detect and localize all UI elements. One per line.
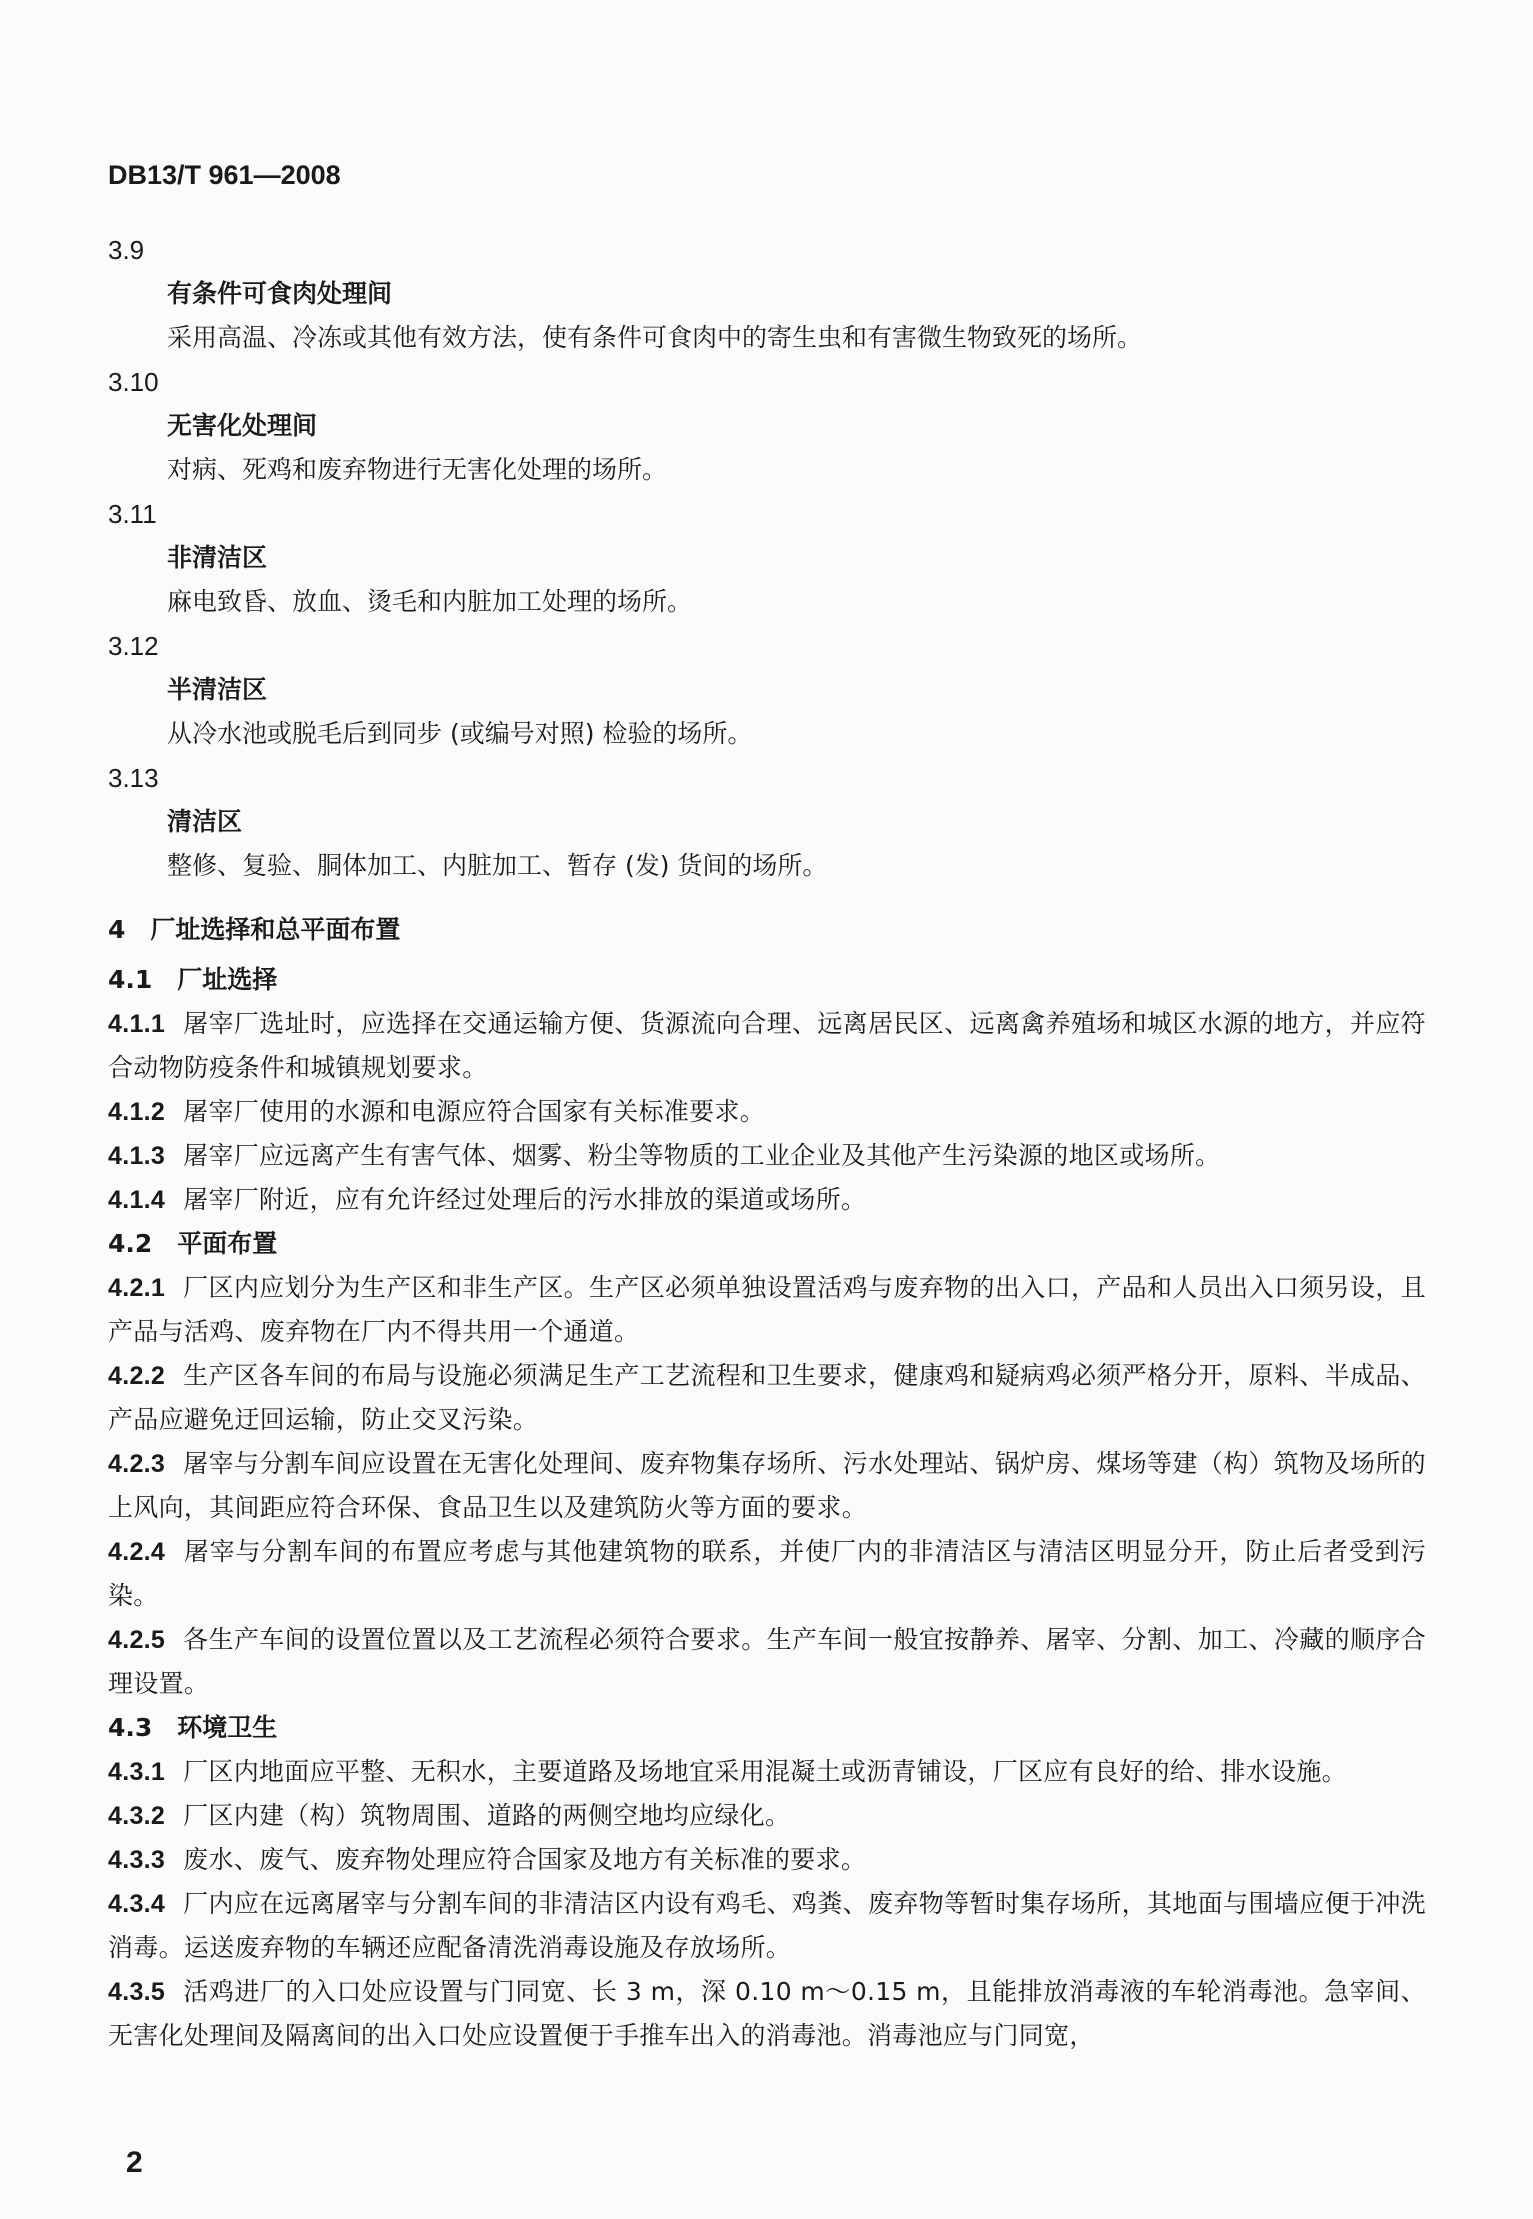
clause-text: 屠宰与分割车间的布置应考虑与其他建筑物的联系，并使厂内的非清洁区与清洁区明显分开，防止后者受到污染。 xyxy=(108,1537,1426,1610)
clause-text: 屠宰厂附近，应有允许经过处理后的污水排放的渠道或场所。 xyxy=(183,1185,867,1214)
term-definition: 整修、复验、胴体加工、内脏加工、暂存 (发) 货间的场所。 xyxy=(167,851,828,880)
clause-text: 屠宰厂选址时，应选择在交通运输方便、货源流向合理、远离居民区、远离禽养殖场和城区水源的地方，并应符合动物防疫条件和城镇规划要求。 xyxy=(108,1009,1426,1082)
clause xyxy=(108,1178,1426,1222)
clause-text: 活鸡进厂的入口处应设置与门同宽、长 3 m，深 0.10 m～0.15 m，且能排放消毒液的车轮消毒池。急宰间、无害化处理间及隔离间的出入口处应设置便于手推车出入的消毒池。消毒池应与门同宽， xyxy=(108,1977,1426,2050)
clause-text: 各生产车间的设置位置以及工艺流程必须符合要求。生产车间一般宜按静养、屠宰、分割、加工、冷藏的顺序合理设置。 xyxy=(108,1625,1426,1698)
clause-number: 4.2.2 xyxy=(108,1362,166,1390)
clause xyxy=(108,1838,1426,1882)
term-definition: 从冷水池或脱毛后到同步 (或编号对照) 检验的场所。 xyxy=(167,719,753,748)
term-entry xyxy=(108,360,1426,492)
term-number: 3.12 xyxy=(108,631,159,661)
clause-number: 4.3.4 xyxy=(108,1890,166,1918)
term-number: 3.10 xyxy=(108,367,159,397)
term-number: 3.11 xyxy=(108,499,157,529)
clause xyxy=(108,1618,1426,1706)
clause xyxy=(108,1134,1426,1178)
clause-text: 厂内应在远离屠宰与分割车间的非清洁区内设有鸡毛、鸡粪、废弃物等暂时集存场所，其地面与围墙应便于冲洗消毒。运送废弃物的车辆还应配备清洗消毒设施及存放场所。 xyxy=(108,1889,1426,1962)
subsection-heading: 4.1 厂址选择 xyxy=(108,965,278,994)
clause xyxy=(108,1794,1426,1838)
clause-text: 厂区内地面应平整、无积水，主要道路及场地宜采用混凝土或沥青铺设，厂区应有良好的给、排水设施。 xyxy=(183,1757,1347,1786)
clause-number: 4.3.3 xyxy=(108,1846,166,1874)
clause-number: 4.3.5 xyxy=(108,1978,166,2006)
term-name: 有条件可食肉处理间 xyxy=(167,279,393,308)
clause xyxy=(108,1442,1426,1530)
clause-number: 4.2.3 xyxy=(108,1450,166,1478)
clause-number: 4.2.1 xyxy=(108,1274,166,1302)
term-entry xyxy=(108,756,1426,888)
clause-number: 4.1.3 xyxy=(108,1142,166,1170)
clause-text: 厂区内建（构）筑物周围、道路的两侧空地均应绿化。 xyxy=(183,1801,791,1830)
clause xyxy=(108,1266,1426,1354)
clause xyxy=(108,1530,1426,1618)
subsection-heading: 4.3 环境卫生 xyxy=(108,1713,278,1742)
clause-text: 废水、废气、废弃物处理应符合国家及地方有关标准的要求。 xyxy=(183,1845,867,1874)
clause-text: 屠宰厂应远离产生有害气体、烟雾、粉尘等物质的工业企业及其他产生污染源的地区或场所。 xyxy=(183,1141,1221,1170)
clause xyxy=(108,1750,1426,1794)
page-number: 2 xyxy=(126,2146,143,2179)
term-entry xyxy=(108,624,1426,756)
document-code: DB13/T 961—2008 xyxy=(108,160,341,190)
term-definition: 采用高温、冷冻或其他有效方法，使有条件可食肉中的寄生虫和有害微生物致死的场所。 xyxy=(167,323,1143,352)
clause-text: 屠宰厂使用的水源和电源应符合国家有关标准要求。 xyxy=(183,1097,766,1126)
term-name: 非清洁区 xyxy=(167,543,268,572)
term-name: 半清洁区 xyxy=(167,675,268,704)
term-number: 3.13 xyxy=(108,763,159,793)
clause xyxy=(108,1090,1426,1134)
term-definition: 麻电致昏、放血、烫毛和内脏加工处理的场所。 xyxy=(167,587,693,616)
clause-number: 4.2.4 xyxy=(108,1538,166,1566)
clause-number: 4.1.4 xyxy=(108,1186,166,1214)
clause-number: 4.1.2 xyxy=(108,1098,166,1126)
clause-text: 屠宰与分割车间应设置在无害化处理间、废弃物集存场所、污水处理站、锅炉房、煤场等建（构）筑物及场所的上风向，其间距应符合环保、食品卫生以及建筑防火等方面的要求。 xyxy=(108,1449,1426,1522)
clause xyxy=(108,1002,1426,1090)
term-definition: 对病、死鸡和废弃物进行无害化处理的场所。 xyxy=(167,455,668,484)
clause-number: 4.3.1 xyxy=(108,1758,166,1786)
term-name: 清洁区 xyxy=(167,807,243,836)
section-heading: 4 厂址选择和总平面布置 xyxy=(108,915,401,944)
clause-number: 4.1.1 xyxy=(108,1010,166,1038)
term-name: 无害化处理间 xyxy=(167,411,318,440)
term-entry xyxy=(108,492,1426,624)
document-body xyxy=(108,228,1426,2058)
clause-number: 4.3.2 xyxy=(108,1802,166,1830)
subsection-heading: 4.2 平面布置 xyxy=(108,1229,278,1258)
term-entry xyxy=(108,228,1426,360)
clause xyxy=(108,1882,1426,1970)
clause-number: 4.2.5 xyxy=(108,1626,166,1654)
clause xyxy=(108,1354,1426,1442)
term-number: 3.9 xyxy=(108,235,145,265)
clause-text: 厂区内应划分为生产区和非生产区。生产区必须单独设置活鸡与废弃物的出入口，产品和人员出入口须另设，且产品与活鸡、废弃物在厂内不得共用一个通道。 xyxy=(108,1273,1426,1346)
clause-text: 生产区各车间的布局与设施必须满足生产工艺流程和卫生要求，健康鸡和疑病鸡必须严格分开，原料、半成品、产品应避免迂回运输，防止交叉污染。 xyxy=(108,1361,1426,1434)
clause xyxy=(108,1970,1426,2058)
